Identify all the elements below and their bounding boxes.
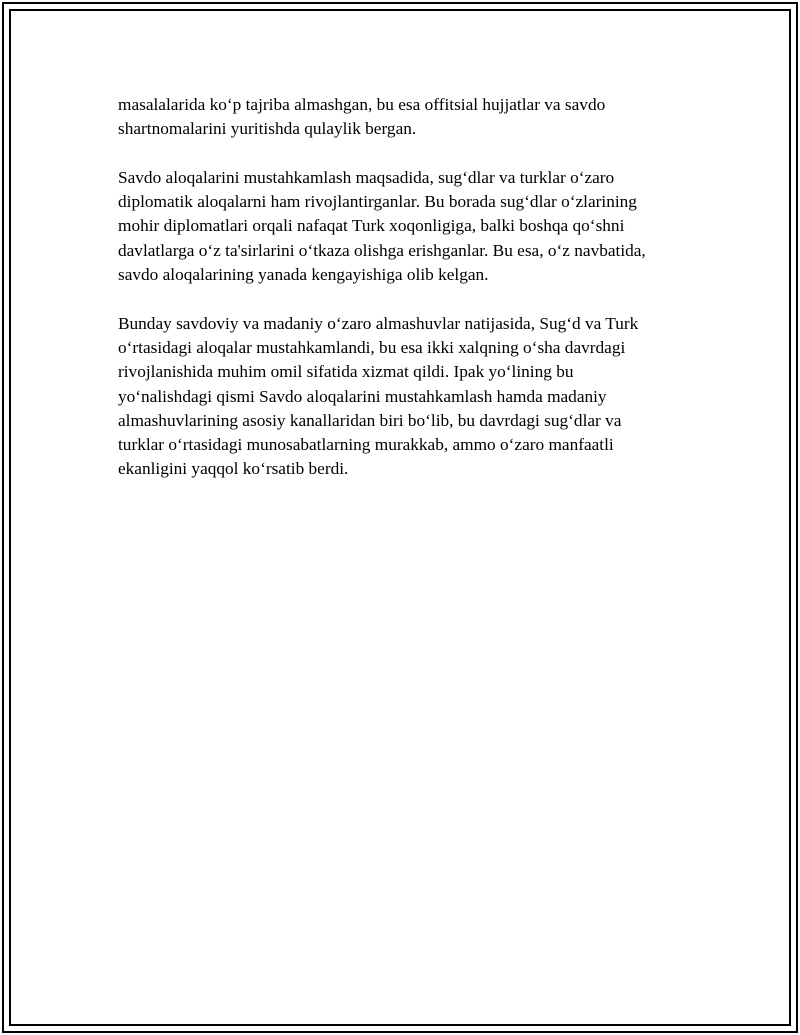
document-body (118, 93, 698, 506)
paragraph-2: Savdo aloqalarini mustahkamlash maqsadida, sug‘dlar va turklar o‘zaro diplomatik aloqalarni ham rivojlantirganlar. Bu borada sug‘dlar o‘zlarining mohir diplomatlari orqali nafaqat Turk xoqonligiga, balki boshqa qo‘shni davlatlarga o‘z ta'sirlarini o‘tkaza olishga erishganlar. Bu esa, o‘z navbatida, savdo aloqalarining yanada kengayishiga olib kelgan. (118, 167, 646, 285)
paragraph-3: Bunday savdoviy va madaniy o‘zaro almashuvlar natijasida, Sug‘d va Turk o‘rtasidagi aloqalar mustahkamlandi, bu esa ikki xalqning o‘sha davrdagi rivojlanishida muhim omil sifatida xizmat qildi. Ipak yo‘lining bu yo‘nalishdagi qismi Savdo aloqalarini mustahkamlash hamda madaniy almashuvlarining asosiy kanallaridan biri bo‘lib, bu davrdagi sug‘dlar va turklar o‘rtasidagi munosabatlarning murakkab, ammo o‘zaro manfaatli ekanligini yaqqol ko‘rsatib berdi. (118, 313, 639, 479)
paragraph-1: masalalarida ko‘p tajriba almashgan, bu esa offitsial hujjatlar va savdo shartnomalarini yuritishda qulaylik bergan. (118, 95, 606, 139)
